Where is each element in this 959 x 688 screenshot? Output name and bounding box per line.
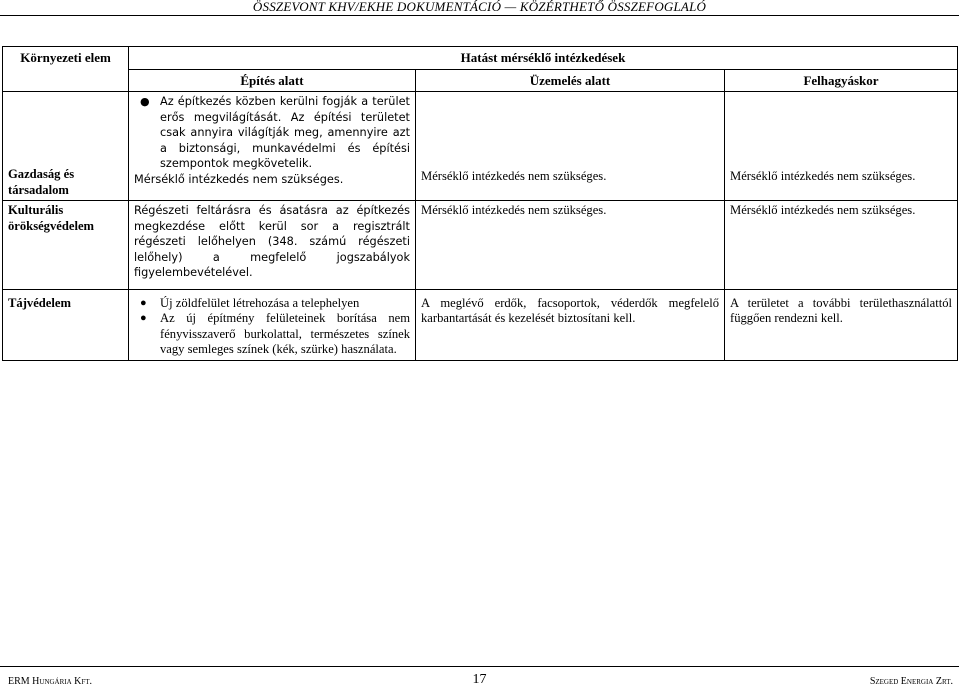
row-abandonment: A területet a további területhasználattól függően rendezni kell. (725, 289, 958, 360)
row-element: Kulturális örökségvédelem (3, 201, 129, 290)
row-abandonment: Mérséklő intézkedés nem szükséges. (725, 201, 958, 290)
bullet-list (134, 94, 410, 172)
header-mitigation: Hatást mérséklő intézkedések (129, 47, 958, 70)
list-item (134, 296, 410, 312)
bullet-icon: ● (140, 312, 147, 324)
header-env-element: Környezeti elem (3, 47, 129, 92)
table-row (3, 92, 958, 201)
row-operation: Mérséklő intézkedés nem szükséges. (416, 201, 725, 290)
bullet-text: Új zöldfelület létrehozása a telephelyen (160, 295, 360, 310)
row-operation: Mérséklő intézkedés nem szükséges. (416, 92, 725, 201)
bullet-icon: ● (140, 296, 147, 309)
row-operation: A meglévő erdők, facsoportok, véderdők megfelelő karbantartását és kezelését biztosítani kell. (416, 289, 725, 360)
mitigation-table (2, 46, 958, 361)
table-row (3, 201, 958, 290)
page-number: 17 (472, 672, 487, 687)
footer-rule (0, 666, 959, 667)
list-item (134, 94, 410, 172)
bullet-text: Az építkezés közben kerülni fogják a terület erős megvilágítását. Az építési területet csak annyira világítják meg, amennyire azt a biztonsági, munkavédelmi és építési szempontok megkövetelik. (160, 95, 410, 170)
header-rule (0, 15, 959, 16)
bullet-list (134, 296, 410, 358)
header-construction: Építés alatt (129, 69, 416, 92)
list-item (134, 311, 410, 358)
row-abandonment: Mérséklő intézkedés nem szükséges. (725, 92, 958, 201)
header-operation: Üzemelés alatt (416, 69, 725, 92)
row-construction: Régészeti feltárásra és ásatásra az építkezés megkezdése előtt kerül sor a regisztrált régészeti lelőhelyen (348. számú régészeti lelőhely) a megfelelő jogszabályok figyelembevételével. (129, 201, 416, 290)
bullet-text: Az új építmény felületeinek borítása nem fényvisszaverő burkolattal, természetes színek vagy semleges színek (kék, szürke) használata. (160, 311, 410, 356)
row-construction-cell (129, 289, 416, 360)
row-element: Gazdaság és társadalom (3, 92, 129, 201)
header-row-1 (3, 47, 958, 70)
construction-note: Mérséklő intézkedés nem szükséges. (134, 172, 344, 186)
table-row (3, 289, 958, 360)
footer-company-right: Szeged Energia Zrt. (869, 676, 953, 687)
header-abandonment: Felhagyáskor (725, 69, 958, 92)
row-construction-cell (129, 92, 416, 201)
header-row-2 (3, 69, 958, 92)
row-element: Tájvédelem (3, 289, 129, 360)
bullet-icon: ● (140, 95, 150, 108)
running-header: ÖSSZEVONT KHV/EKHE DOKUMENTÁCIÓ — KÖZÉRTHETŐ ÖSSZEFOGLALÓ (252, 0, 707, 14)
footer-company-left: ERM Hungária Kft. (8, 676, 93, 687)
